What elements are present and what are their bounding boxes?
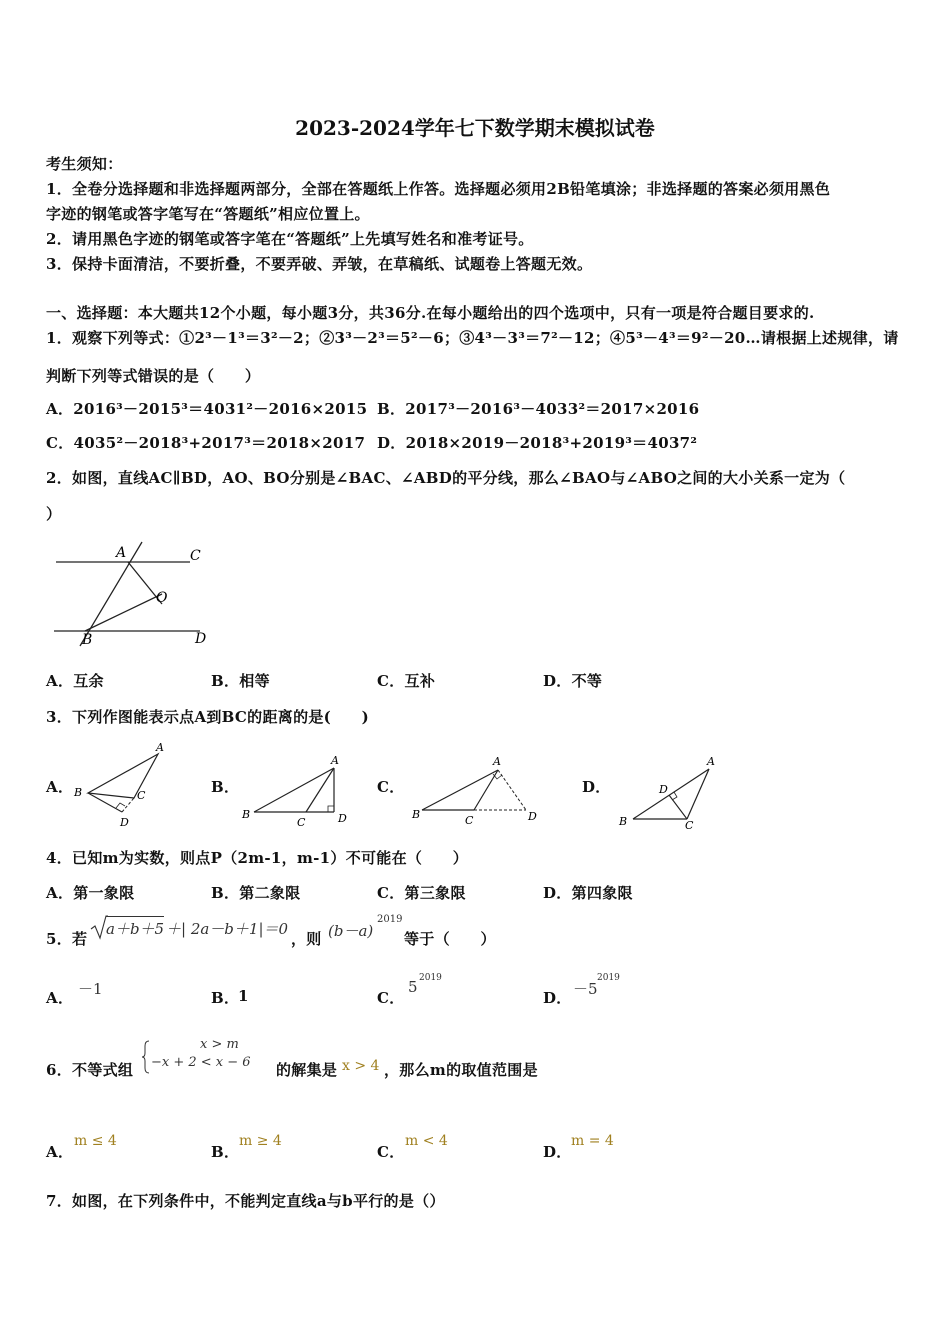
q3b-label-c: C xyxy=(297,816,306,829)
q3a-label-b: B xyxy=(74,786,83,799)
q5-option-d-exponent: 2019 xyxy=(597,973,620,983)
q5-option-d-base: －5 xyxy=(573,980,598,998)
q4-option-d: D．第四象限 xyxy=(543,884,633,902)
q6-option-b-value: m ≥ 4 xyxy=(239,1133,282,1149)
q1-stem-a: 1．观察下列等式：①2³－1³＝3²－2；②3³－2³＝5²－6；③4³－3³＝7²－12；④5³－4³＝9²－20…请根据上述规律，请 xyxy=(46,329,899,347)
q2-stem-a: 2．如图，直线AC∥BD，AO、BO分别是∠BAC、∠ABD的平分线，那么∠BAO与∠ABO之间的大小关系一定为（ xyxy=(46,469,846,487)
q6-option-b-label: B． xyxy=(211,1143,240,1161)
q5-radical-expression: a＋b＋5 xyxy=(106,916,164,939)
q1-option-c: C．4035²－2018³+2017³＝2018×2017 xyxy=(46,434,366,452)
q6-option-d-label: D． xyxy=(543,1143,572,1161)
q6-option-d-value: m = 4 xyxy=(571,1133,614,1149)
q3c-label-b: B xyxy=(412,808,421,821)
q3d-label-a: A xyxy=(707,755,715,768)
q2-option-a: A．互余 xyxy=(46,672,104,690)
q5-stem-mid: ，则 xyxy=(291,930,322,948)
q4-stem: 4．已知m为实数，则点P（2m-1，m-1）不可能在（ ） xyxy=(46,849,469,867)
q3b-label-d: D xyxy=(338,812,347,825)
notice-line-3: 3．保持卡面清洁，不要折叠，不要弄破、弄皱，在草稿纸、试题卷上答题无效。 xyxy=(46,255,593,273)
q3c-label-a: A xyxy=(493,755,501,768)
notice-line-2: 2．请用黑色字迹的钢笔或答字笔在“答题纸”上先填写姓名和准考证号。 xyxy=(46,230,534,248)
q3-stem: 3．下列作图能表示点A到BC的距离的是( ) xyxy=(46,708,370,726)
q3-figure-b xyxy=(240,752,355,832)
q5-power-exponent: 2019 xyxy=(377,914,403,925)
q4-option-a: A．第一象限 xyxy=(46,884,135,902)
q3c-label-c: C xyxy=(465,814,474,827)
q6-option-c-label: C． xyxy=(377,1143,405,1161)
q2-option-c: C．互补 xyxy=(377,672,436,690)
q5-option-d-label: D． xyxy=(543,989,572,1007)
q4-option-b: B．第二象限 xyxy=(211,884,301,902)
q3c-label-d: D xyxy=(528,810,537,823)
q3a-label-c: C xyxy=(137,789,146,802)
q3b-label-b: B xyxy=(242,808,251,821)
q5-option-c-exponent: 2019 xyxy=(419,973,442,983)
q3-option-c-label: C． xyxy=(377,778,405,796)
q2-stem-b: ） xyxy=(46,505,62,523)
q5-absolute-expression: ＋| 2a－b＋1|＝0 xyxy=(166,920,289,938)
q1-option-b: B．2017³－2016³－4033²＝2017×2016 xyxy=(377,400,700,418)
q3-figure-d xyxy=(615,755,725,835)
q4-option-c: C．第三象限 xyxy=(377,884,466,902)
q6-option-c-value: m < 4 xyxy=(405,1133,448,1149)
q5-option-b-label: B． xyxy=(211,989,240,1007)
q5-stem-prefix: 5．若 xyxy=(46,930,88,948)
q6-option-a-label: A． xyxy=(46,1143,74,1161)
q3-figure-a xyxy=(70,740,170,832)
q3d-label-b: B xyxy=(619,815,628,828)
notice-heading: 考生须知： xyxy=(46,155,123,173)
q2-label-c: C xyxy=(190,548,201,564)
q2-parallel-lines-figure xyxy=(50,540,220,652)
notice-line-1b: 字迹的钢笔或答字笔写在“答题纸”相应位置上。 xyxy=(46,205,370,223)
q3-option-a-label: A． xyxy=(46,778,74,796)
q3d-label-c: C xyxy=(685,819,694,832)
section-1-heading: 一、选择题：本大题共12个小题，每小题3分，共36分.在每小题给出的四个选项中，只有一项是符合题目要求的. xyxy=(46,304,815,322)
q3a-label-d: D xyxy=(120,816,129,829)
q5-stem-suffix: 等于（ ） xyxy=(404,930,496,948)
q2-label-o: O xyxy=(156,590,168,606)
page-title: 2023-2024学年七下数学期末模拟试卷 xyxy=(295,116,655,140)
q5-option-a-value: －1 xyxy=(78,980,103,998)
q5-power-base: (b－a) xyxy=(328,922,374,940)
q5-option-c-base: 5 xyxy=(408,978,418,996)
q1-option-d: D．2018×2019－2018³+2019³＝4037² xyxy=(377,434,698,452)
q6-stem-mid: 的解集是 xyxy=(276,1061,338,1079)
q5-option-c-label: C． xyxy=(377,989,405,1007)
left-brace-icon xyxy=(141,1040,151,1074)
q5-option-b-value: 1 xyxy=(238,987,249,1005)
q6-stem-suffix: ，那么m的取值范围是 xyxy=(384,1061,538,1079)
q3-option-d-label: D． xyxy=(582,778,611,796)
q2-option-d: D．不等 xyxy=(543,672,603,690)
q3b-label-a: A xyxy=(331,754,339,767)
q2-label-a: A xyxy=(116,545,127,561)
q3d-label-d: D xyxy=(659,783,668,796)
q6-system-line-1: x > m xyxy=(200,1037,239,1052)
q6-option-a-value: m ≤ 4 xyxy=(74,1133,117,1149)
q5-option-a-label: A． xyxy=(46,989,74,1007)
q2-label-d: D xyxy=(195,631,207,647)
q6-solution-set: x > 4 xyxy=(342,1058,380,1074)
q1-stem-b: 判断下列等式错误的是（ ） xyxy=(46,367,261,385)
q3-figure-c xyxy=(410,752,545,832)
q1-option-a: A．2016³－2015³＝4031²－2016×2015 xyxy=(46,400,368,418)
notice-line-1a: 1．全卷分选择题和非选择题两部分，全部在答题纸上作答。选择题必须用2B铅笔填涂；非选择题的答案必须用黑色 xyxy=(46,180,831,198)
q6-system-line-2: −x + 2 < x − 6 xyxy=(151,1055,251,1070)
q2-option-b: B．相等 xyxy=(211,672,270,690)
q2-label-b: B xyxy=(82,632,93,648)
q3-option-b-label: B． xyxy=(211,778,240,796)
q6-stem-prefix: 6．不等式组 xyxy=(46,1061,134,1079)
q7-stem: 7．如图，在下列条件中，不能判定直线a与b平行的是（） xyxy=(46,1192,445,1210)
q3a-label-a: A xyxy=(156,741,164,754)
